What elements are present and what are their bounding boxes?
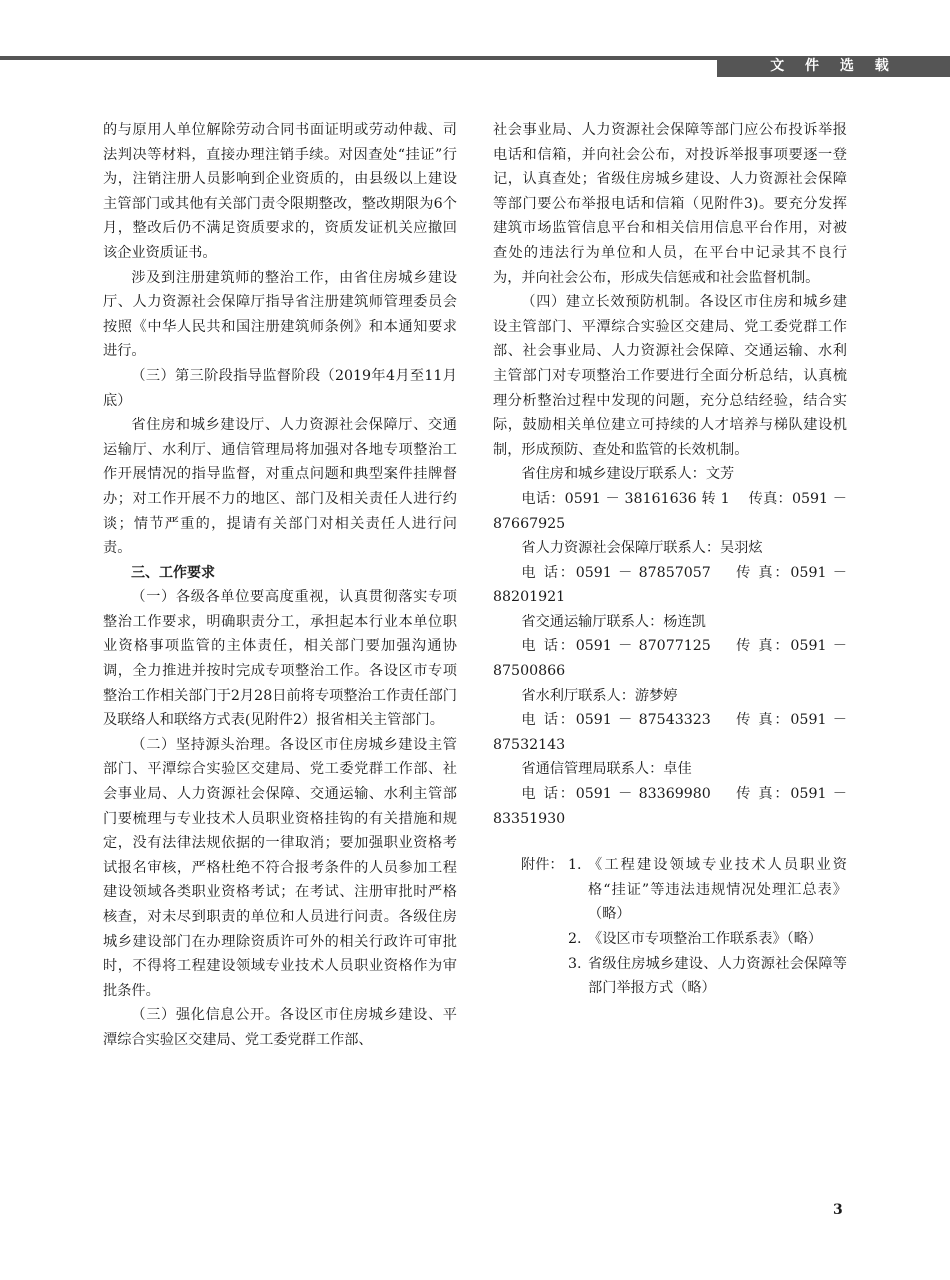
page-number: 3 (833, 1202, 843, 1218)
paragraph: （三）强化信息公开。各设区市住房城乡建设、平潭综合实验区交建局、党工委党群工作部、 (103, 1007, 457, 1048)
attachment-number: 2. (568, 931, 582, 947)
contact-name: 省水利厅联系人：游梦婷 (521, 687, 678, 704)
contact-phone: 电 话：0591 － 83369980 传 真：0591 － 83351930 (493, 786, 852, 827)
paragraph: （三）第三阶段指导监督阶段（2019年4月至11月底） (103, 367, 457, 409)
attachment-number: 3. (568, 955, 582, 972)
right-column (493, 118, 852, 1001)
contact-phone: 电 话：0591 － 87543323 传 真：0591 － 87532143 (493, 712, 852, 753)
paragraph: 的与原用人单位解除劳动合同书面证明或劳动仲裁、司法判决等材料，直接办理注销手续。对因查处“挂证”行为，注销注册人员影响到企业资质的，由县级以上建设主管部门或其他有关部门责令限期整改，整改期限为6个月，整改后仍不满足资质要求的，资质发证机关应撤回该企业资质证书。 (103, 122, 457, 261)
paragraph: （二）坚持源头治理。各设区市住房城乡建设主管部门、平潭综合实验区交建局、党工委党群工作部、社会事业局、人力资源社会保障、交通运输、水利主管部门要梳理与专业技术人员职业资格挂钩的有关措施和规定，没有法律法规依据的一律取消；要加强职业资格考试报名审核，严格杜绝不符合报考条件的人员参加工程建设领域各类职业资格考试；在考试、注册审批时严格核查，对未尽到职责的单位和人员进行问责。各级住房城乡建设部门在办理除资质许可外的相关行政许可审批时，不得将工程建设领域专业技术人员职业资格作为审批条件。 (103, 736, 457, 999)
section-title: 文 件 选 载 (717, 56, 950, 77)
contact-phone: 电 话：0591 － 87857057 传 真：0591 － 88201921 (493, 564, 852, 606)
attachment-text: 《设区市专项整治工作联系表》（略） (588, 931, 823, 947)
attachment-item (493, 927, 847, 952)
contact-phone: 电话：0591 － 38161636 转 1 传真：0591 － 87667925 (493, 490, 852, 532)
contact-name: 省通信管理局联系人：卓佳 (521, 761, 692, 778)
paragraph: 社会事业局、人力资源社会保障等部门应公布投诉举报电话和信箱，并向社会公布，对投诉举报事项要逐一登记，认真查处；省级住房城乡建设、人力资源社会保障等部门要公布举报电话和信箱（见附件3)。要充分发挥建筑市场监管信息平台和相关信用信息平台作用，对被查处的违法行为单位和人员，在平台中记录其不良行为，并向社会公布，形成失信惩戒和社会监督机制。 (493, 122, 847, 286)
paragraph: 涉及到注册建筑师的整治工作，由省住房城乡建设厅、人力资源社会保障厅指导省注册建筑师管理委员会按照《中华人民共和国注册建筑师条例》和本通知要求进行。 (103, 269, 457, 360)
contact-name: 省交通运输厅联系人：杨连凯 (521, 613, 706, 630)
attachment-list (493, 853, 847, 1001)
contact-phone: 电 话：0591 － 87077125 传 真：0591 － 87500866 (493, 638, 852, 680)
paragraph: （一）各级各单位要高度重视，认真贯彻落实专项整治工作要求，明确职责分工，承担起本行业本单位职业资格事项监管的主体责任，相关部门要加强沟通协调，全力推进并按时完成专项整治工作。各设区市专项整治工作相关部门于2月28日前将专项整治工作责任部门及联络人和联络方式表(见附件2）报省相关主管部门。 (103, 589, 457, 729)
attachment-text: 《工程建设领域专业技术人员职业资格“挂证”等违法违规情况处理汇总表》（略） (588, 857, 847, 923)
attachment-item (493, 853, 847, 927)
contact-name: 省人力资源社会保障厅联系人：吴羽炫 (521, 540, 763, 557)
attachment-label: 附件： (521, 857, 564, 874)
contact-name: 省住房和城乡建设厅联系人：文芳 (521, 466, 735, 483)
attachment-text: 省级住房城乡建设、人力资源社会保障等部门举报方式（略） (588, 955, 847, 997)
attachment-number: 1. (568, 857, 582, 874)
attachment-item (493, 952, 847, 1001)
contact-list (493, 462, 852, 831)
section-heading: 三、工作要求 (131, 564, 215, 581)
paragraph: 省住房和城乡建设厅、人力资源社会保障厅、交通运输厅、水利厅、通信管理局将加强对各地专项整治工作开展情况的指导监督，对重点问题和典型案件挂牌督办；对工作开展不力的地区、部门及相关责任人进行约谈；情节严重的，提请有关部门对相关责任人进行问责。 (103, 417, 457, 557)
left-column (103, 118, 457, 1053)
paragraph: （四）建立长效预防机制。各设区市住房和城乡建设主管部门、平潭综合实验区交建局、党工委党群工作部、社会事业局、人力资源社会保障、交通运输、水利主管部门对专项整治工作要进行全面分析总结，认真梳理分析整治过程中发现的问题，充分总结经验，结合实际，鼓励相关单位建立可持续的人才培养与梯队建设机制，形成预防、查处和监管的长效机制。 (493, 294, 847, 458)
